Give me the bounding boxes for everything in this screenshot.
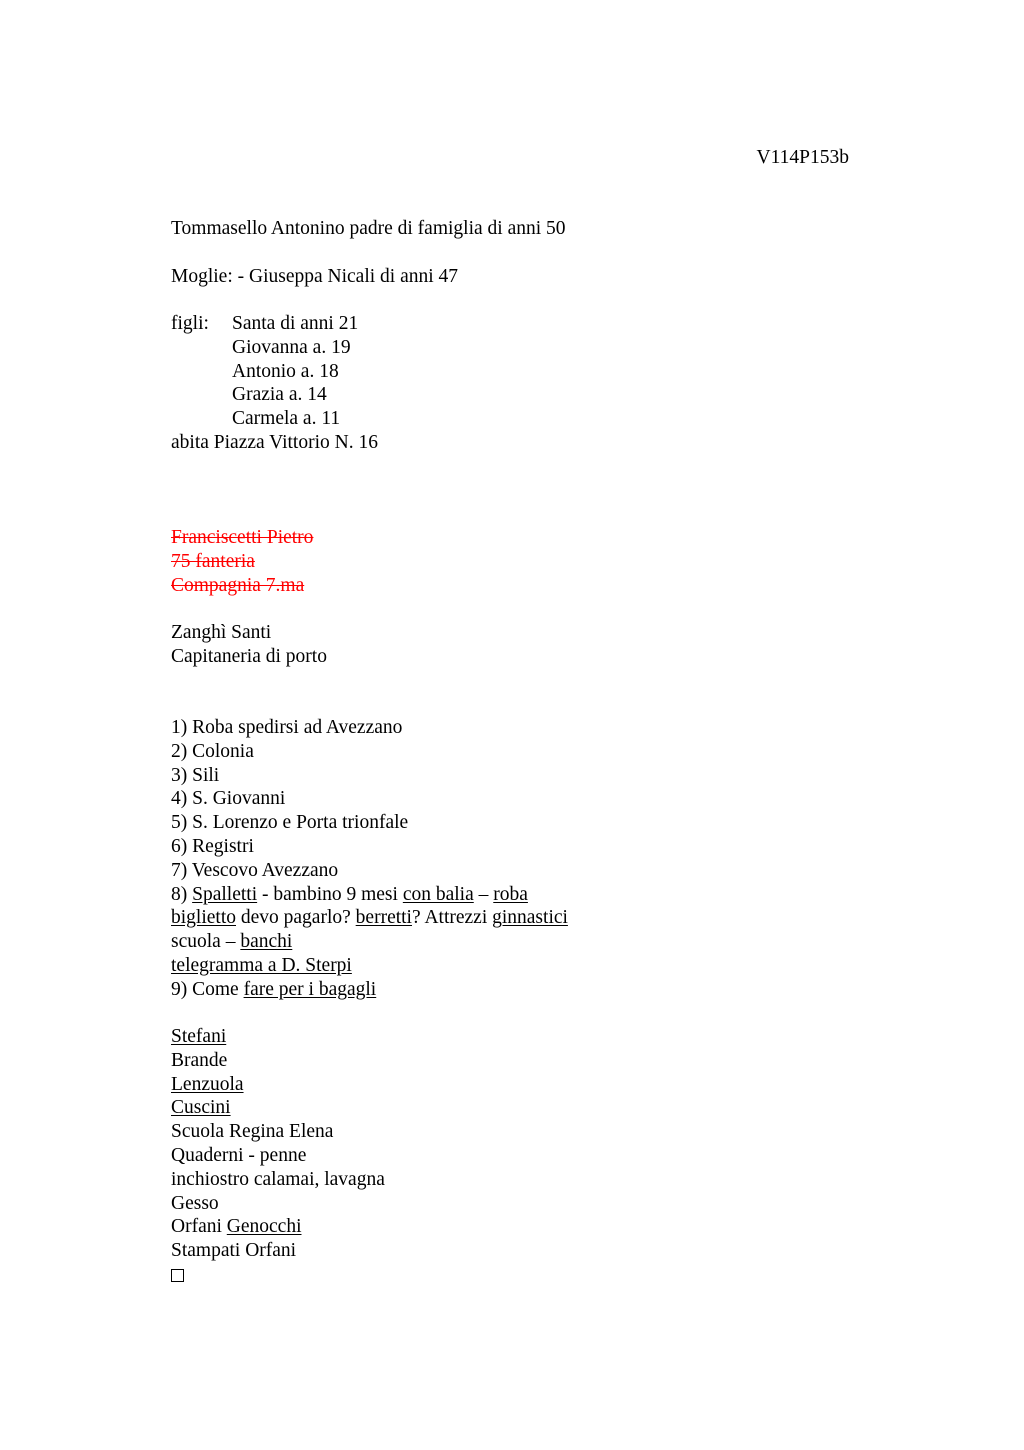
children-section bbox=[171, 312, 378, 455]
struck-company: Compagnia 7.ma bbox=[171, 574, 305, 596]
todo-item-4: 4) S. Giovanni bbox=[171, 788, 286, 810]
todo-8-underlined: Spalletti bbox=[192, 883, 258, 905]
supply-lenzuola: Lenzuola bbox=[171, 1073, 244, 1095]
todo-8-underlined: telegramma a D. Sterpi bbox=[171, 954, 352, 976]
contact-office: Capitaneria di porto bbox=[171, 645, 327, 667]
supply-cuscini: Cuscini bbox=[171, 1097, 231, 1119]
child-5: Carmela a. 11 bbox=[232, 408, 341, 430]
struck-name: Franciscetti Pietro bbox=[171, 527, 314, 548]
wife-section bbox=[171, 265, 458, 289]
supply-stampati: Stampati Orfani bbox=[171, 1240, 297, 1262]
supply-quaderni: Quaderni - penne bbox=[171, 1144, 307, 1166]
todo-8-underlined: biglietto bbox=[171, 907, 236, 929]
todo-9-text: 9) Come bbox=[171, 978, 244, 1000]
supply-brande: Brande bbox=[171, 1049, 228, 1071]
supply-gesso: Gesso bbox=[171, 1192, 219, 1214]
todo-8-text: scuola – bbox=[171, 931, 241, 953]
todo-item-8-line-3 bbox=[171, 930, 568, 954]
todo-item-8-line-2 bbox=[171, 906, 568, 930]
child-1: Santa di anni 21 bbox=[232, 313, 359, 334]
contact-name: Zanghì Santi bbox=[171, 622, 272, 643]
children-label: figli: bbox=[171, 313, 209, 334]
todo-8-text: 8) bbox=[171, 883, 193, 905]
family-address: abita Piazza Vittorio N. 16 bbox=[171, 431, 378, 453]
struck-section bbox=[171, 526, 313, 597]
family-head: Tommasello Antonino padre di famiglia di anni 50 bbox=[171, 218, 566, 239]
todo-8-underlined: berretti bbox=[355, 907, 412, 929]
todo-9-underlined: fare per i bagagli bbox=[243, 978, 377, 1000]
todo-8-underlined: ginnastici bbox=[492, 907, 568, 929]
todo-8-text: – bbox=[473, 883, 494, 905]
todo-8-text: ? Attrezzi bbox=[411, 907, 493, 929]
document-reference: V114P153b bbox=[756, 147, 849, 168]
supply-stefani: Stefani bbox=[171, 1026, 227, 1047]
todo-item-8-line-1 bbox=[171, 883, 568, 907]
contact-section bbox=[171, 621, 327, 669]
supply-orfani-text: Orfani bbox=[171, 1216, 227, 1238]
family-section bbox=[171, 217, 566, 241]
children-row-1 bbox=[171, 312, 378, 336]
todo-item-3: 3) Sili bbox=[171, 764, 220, 786]
family-wife: Moglie: - Giuseppa Nicali di anni 47 bbox=[171, 266, 459, 287]
supply-orfani-underlined: Genocchi bbox=[226, 1216, 302, 1238]
todo-item-1: 1) Roba spedirsi ad Avezzano bbox=[171, 717, 403, 738]
child-3: Antonio a. 18 bbox=[232, 360, 339, 382]
supply-orfani bbox=[171, 1215, 385, 1239]
supplies-list bbox=[171, 1025, 385, 1287]
todo-8-underlined: con balia bbox=[402, 883, 474, 905]
todo-item-5: 5) S. Lorenzo e Porta trionfale bbox=[171, 812, 409, 834]
todo-8-text: devo pagarlo? bbox=[236, 907, 356, 929]
todo-item-2: 2) Colonia bbox=[171, 740, 254, 762]
todo-8-underlined: banchi bbox=[240, 931, 293, 953]
todo-item-9 bbox=[171, 978, 568, 1002]
todo-item-8-line-4 bbox=[171, 954, 568, 978]
checkbox-icon bbox=[171, 1269, 184, 1282]
supply-inchiostro: inchiostro calamai, lavagna bbox=[171, 1168, 385, 1190]
struck-unit: 75 fanteria bbox=[171, 550, 255, 572]
todo-list bbox=[171, 716, 568, 1002]
child-4: Grazia a. 14 bbox=[232, 384, 327, 406]
supply-scuola: Scuola Regina Elena bbox=[171, 1121, 334, 1143]
todo-8-text: - bambino 9 mesi bbox=[257, 883, 403, 905]
todo-8-underlined: roba bbox=[493, 883, 528, 905]
todo-item-7: 7) Vescovo Avezzano bbox=[171, 859, 339, 881]
todo-item-6: 6) Registri bbox=[171, 835, 254, 857]
child-2: Giovanna a. 19 bbox=[232, 336, 351, 358]
